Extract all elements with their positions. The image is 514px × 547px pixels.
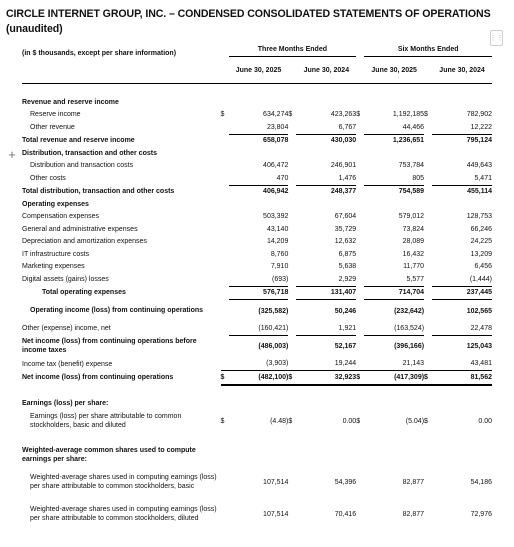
row-label: Reserve income: [30, 111, 81, 119]
table-cell-value: (417,309): [364, 371, 424, 385]
col-header-4: June 30, 2024: [432, 57, 492, 84]
row-label: Total revenue and reserve income: [22, 137, 135, 144]
row-label: Weighted-average shares used in computing earnings (loss) per share attributable to common stockholders, basic: [30, 474, 217, 490]
table-cell-value: 107,514: [263, 478, 289, 486]
table-cell-value: 237,445: [432, 286, 492, 300]
page-title: CIRCLE INTERNET GROUP, INC. – CONDENSED CONSOLIDATED STATEMENTS OF OPERATIONS (unaudited): [6, 8, 491, 35]
table-cell-value: 82,877: [402, 510, 425, 518]
table-cell-value: 125,043: [432, 335, 492, 358]
table-row: [22, 248, 492, 261]
currency-symbol: $: [424, 417, 428, 425]
table-cell-value: 67,604: [334, 213, 357, 221]
table-row: [22, 121, 492, 134]
table-cell-value: 449,643: [466, 162, 492, 170]
table-cell-value: 32,923: [296, 371, 356, 385]
currency-symbol: $: [220, 111, 225, 119]
table-cell-value: 43,481: [470, 360, 492, 368]
table-cell-value: 54,396: [334, 478, 357, 486]
table-cell-value: 6,767: [338, 123, 357, 131]
table-cell-value: 7,910: [270, 263, 289, 271]
table-cell-value: 0.00: [478, 417, 492, 425]
col-header-1: June 30, 2025: [229, 57, 289, 84]
table-cell-value: 5,638: [338, 263, 357, 271]
col-header-2: June 30, 2024: [296, 57, 356, 84]
table-cell-value: 1,192,185: [392, 111, 425, 119]
row-label: Other revenue: [30, 124, 75, 131]
plus-icon[interactable]: +: [8, 147, 16, 162]
table-cell-value: (163,524): [394, 324, 425, 332]
table-cell-value: 81,562: [432, 371, 492, 385]
table-row: [22, 223, 492, 236]
table-cell-value: 35,729: [334, 225, 357, 233]
row-label: General and administrative expenses: [22, 225, 138, 233]
table-row: [22, 335, 492, 358]
table-cell-value: 805: [412, 174, 425, 182]
operations-table: [22, 42, 492, 530]
table-cell-value: (482,100): [229, 371, 289, 385]
table-cell-value: 66,246: [470, 225, 492, 233]
table-cell-value: 406,942: [229, 185, 289, 198]
table-cell-value: 24,225: [470, 238, 492, 246]
table-cell-value: 22,478: [470, 324, 492, 332]
table-cell-value: 579,012: [398, 213, 425, 221]
currency-symbol: $: [424, 111, 428, 119]
row-label: Net income (loss) from continuing operations: [22, 374, 174, 381]
section-heading: Earnings (loss) per share:: [22, 400, 109, 408]
table-row: [22, 185, 492, 198]
currency-symbol: $: [356, 111, 361, 119]
table-cell-value: 102,565: [432, 300, 492, 323]
table-cell-value: 0.00: [342, 417, 357, 425]
table-cell-value: 54,186: [470, 478, 492, 486]
table-cell-value: 12,632: [334, 238, 357, 246]
header-six-months: Six Months Ended: [364, 42, 492, 57]
row-label: Total operating expenses: [42, 289, 126, 297]
row-label: Income tax (benefit) expense: [22, 360, 113, 368]
table-cell-value: 1,921: [338, 324, 357, 332]
table-row: [22, 160, 492, 173]
table-cell-value: (160,421): [258, 324, 289, 332]
table-cell-value: 246,901: [330, 162, 357, 170]
row-label: Net income (loss) from continuing operations before income taxes: [22, 338, 197, 355]
table-cell-value: (232,642): [364, 300, 424, 323]
section-heading: Operating expenses: [22, 200, 89, 208]
currency-symbol: $: [221, 371, 229, 385]
row-label: Operating income (loss) from continuing operations: [30, 307, 204, 315]
table-cell-value: 406,472: [263, 162, 289, 170]
table-cell-value: 19,244: [334, 360, 357, 368]
table-row: [22, 172, 492, 185]
row-label: Compensation expenses: [22, 213, 100, 221]
table-cell-value: 128,753: [466, 213, 492, 221]
table-cell-value: 658,078: [229, 134, 289, 147]
table-cell-value: 13,209: [470, 250, 492, 258]
table-cell-value: 72,976: [470, 510, 492, 518]
table-cell-value: 44,466: [402, 123, 425, 131]
table-cell-value: (486,003): [229, 335, 289, 358]
currency-symbol: $: [220, 417, 225, 425]
table-cell-value: 6,456: [474, 263, 492, 271]
row-label: Other costs: [30, 175, 66, 182]
row-label: Depreciation and amortization expenses: [22, 238, 147, 246]
table-cell-value: 503,392: [263, 213, 289, 221]
row-label: Distribution and transaction costs: [30, 162, 134, 170]
row-label: Weighted-average shares used in computing earnings (loss) per share attributable to common stockholders, diluted: [30, 506, 217, 522]
table-cell-value: 28,089: [402, 238, 425, 246]
section-heading: Distribution, transaction and other costs: [22, 149, 157, 157]
currency-symbol: $: [288, 371, 296, 385]
table-row: [22, 498, 492, 530]
table-cell-value: 754,589: [364, 185, 424, 198]
table-cell-value: 70,416: [334, 510, 357, 518]
table-cell-value: 14,209: [266, 238, 289, 246]
table-row: [22, 300, 492, 323]
table-cell-value: 107,514: [263, 510, 289, 518]
table-cell-value: 753,784: [398, 162, 425, 170]
table-cell-value: 455,114: [432, 185, 492, 198]
table-cell-value: 1,476: [338, 174, 357, 182]
table-cell-value: 52,167: [296, 335, 356, 358]
table-cell-value: 21,143: [402, 360, 425, 368]
table-row: [22, 134, 492, 147]
table-row: [22, 236, 492, 249]
row-label: Earnings (loss) per share attributable to common stockholders, basic and diluted: [30, 413, 182, 429]
table-row: [22, 109, 492, 122]
row-label: Other (expense) income, net: [22, 325, 111, 332]
grip-icon[interactable]: ⋮⋮: [490, 30, 503, 46]
row-label: Marketing expenses: [22, 263, 85, 271]
currency-symbol: $: [288, 417, 293, 425]
table-cell-value: 6,875: [338, 250, 357, 258]
row-label: Total distribution, transaction and other costs: [22, 188, 175, 195]
row-label: Digital assets (gains) losses: [22, 276, 109, 283]
table-row: [22, 371, 492, 385]
table-row: [22, 358, 492, 371]
section-heading: Weighted-average common shares used to compute earnings per share:: [22, 447, 196, 463]
table-row: [22, 211, 492, 224]
table-cell-value: (4.48): [270, 417, 289, 425]
table-cell-value: 82,877: [402, 478, 425, 486]
header-three-months: Three Months Ended: [229, 42, 357, 57]
table-cell-value: 782,902: [466, 111, 492, 119]
table-cell-value: 11,770: [403, 263, 425, 271]
table-cell-value: 5,471: [474, 174, 492, 182]
table-cell-value: 248,377: [296, 185, 356, 198]
table-row: [22, 273, 492, 286]
table-cell-value: 2,929: [338, 275, 357, 283]
table-cell-value: 795,124: [432, 134, 492, 147]
table-cell-value: 423,263: [330, 111, 357, 119]
table-cell-value: 23,804: [266, 123, 289, 131]
section-heading: Revenue and reserve income: [22, 98, 119, 106]
table-cell-value: 16,432: [402, 250, 425, 258]
table-cell-value: (3,903): [266, 360, 289, 368]
currency-symbol: $: [356, 371, 364, 385]
table-cell-value: 43,140: [266, 225, 289, 233]
table-row: [22, 261, 492, 274]
currency-symbol: $: [356, 417, 361, 425]
table-cell-value: 8,760: [270, 250, 289, 258]
table-cell-value: 12,222: [470, 123, 492, 131]
table-cell-value: (325,582): [229, 300, 289, 323]
table-row: [22, 410, 492, 432]
table-cell-value: (1,444): [469, 275, 492, 283]
table-cell-value: 430,030: [296, 134, 356, 147]
table-cell-value: 470: [276, 174, 289, 182]
table-cell-value: (396,166): [364, 335, 424, 358]
table-cell-value: 634,274: [263, 111, 289, 119]
table-cell-value: 131,407: [296, 286, 356, 300]
table-row: [22, 466, 492, 498]
table-cell-value: (5.04): [405, 417, 425, 425]
table-cell-value: (693): [272, 275, 289, 283]
table-cell-value: 576,718: [229, 286, 289, 300]
currency-symbol: $: [288, 111, 293, 119]
table-row: [22, 322, 492, 335]
table-cell-value: 5,577: [406, 275, 425, 283]
col-header-3: June 30, 2025: [364, 57, 424, 84]
table-cell-value: 714,704: [364, 286, 424, 300]
table-cell-value: 73,824: [402, 225, 425, 233]
table-cell-value: 50,246: [296, 300, 356, 323]
table-row: [22, 286, 492, 300]
row-label: IT infrastructure costs: [22, 250, 90, 258]
unit-note: (in $ thousands, except per share information): [22, 57, 221, 84]
table-cell-value: 1,236,651: [364, 134, 424, 147]
currency-symbol: $: [424, 371, 432, 385]
